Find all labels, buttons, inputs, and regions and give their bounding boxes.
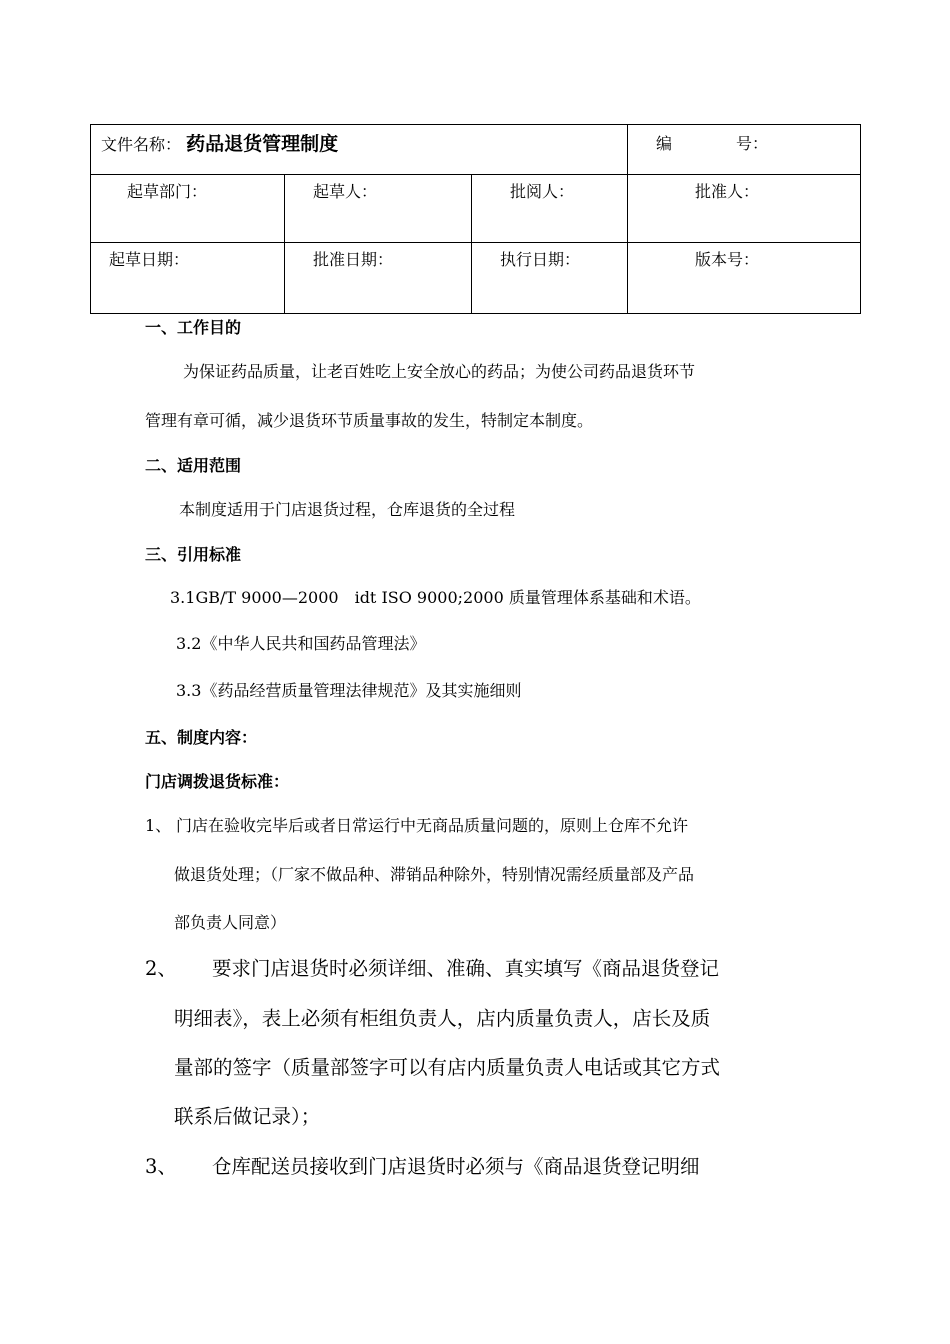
doc-name-title: 药品退货管理制度 — [186, 133, 339, 155]
drafter-cell — [285, 175, 472, 243]
section-1-title: 一、工作目的 — [145, 318, 242, 337]
item-2-line-4: 联系后做记录）； — [174, 1105, 321, 1128]
item-2-line-1: 要求门店退货时必须详细、准确、真实填写《商品退货登记 — [212, 957, 720, 980]
section-3-item-1: 3.1GB/T 9000—2000 idt ISO 9000;2000 质量管理体系基础和术语。 — [170, 588, 701, 607]
draft-dept-cell — [91, 175, 285, 243]
doc-name-cell — [91, 125, 628, 175]
reviewer-label: 批阅人： — [510, 182, 575, 201]
section-5-title: 五、制度内容： — [145, 728, 258, 747]
approve-date-label: 批准日期： — [313, 250, 394, 269]
draft-dept-label: 起草部门： — [127, 182, 208, 201]
approver-label: 批准人： — [695, 182, 760, 201]
draft-date-cell — [91, 243, 285, 314]
item-2-number: 2、 — [145, 957, 177, 980]
exec-date-cell — [472, 243, 628, 314]
approve-date-cell — [285, 243, 472, 314]
item-2-line-3: 量部的签字（质量部签字可以有店内质量负责人电话或其它方式 — [174, 1056, 721, 1079]
exec-date-label: 执行日期： — [500, 250, 581, 269]
section-2-para: 本制度适用于门店退货过程，仓库退货的全过程 — [179, 500, 516, 519]
section-2-title: 二、适用范围 — [145, 456, 242, 475]
version-cell — [628, 243, 861, 314]
approver-cell — [628, 175, 861, 243]
drafter-label: 起草人： — [313, 182, 378, 201]
section-1-para-line-2: 管理有章可循，减少退货环节质量事故的发生，特制定本制度。 — [145, 411, 594, 430]
item-2-line-2: 明细表》，表上必须有柜组负责人，店内质量负责人，店长及质 — [174, 1007, 711, 1030]
document-header-table — [90, 124, 861, 314]
doc-number-label: 编 号： — [656, 134, 769, 153]
item-1-line-3: 部负责人同意） — [174, 913, 287, 932]
draft-date-label: 起草日期： — [109, 250, 190, 269]
section-1-para-line-1: 为保证药品质量，让老百姓吃上安全放心的药品；为使公司药品退货环节 — [183, 362, 696, 381]
item-3-line-1: 仓库配送员接收到门店退货时必须与《商品退货登记明细 — [212, 1155, 700, 1178]
item-3-number: 3、 — [145, 1155, 177, 1178]
doc-number-cell — [628, 125, 861, 175]
item-1-number: 1、 — [145, 816, 172, 835]
doc-name-label: 文件名称： — [101, 135, 182, 154]
item-1-line-2: 做退货处理；（厂家不做品种、滞销品种除外，特别情况需经质量部及产品 — [174, 865, 695, 884]
item-1-line-1: 门店在验收完毕后或者日常运行中无商品质量问题的，原则上仓库不允许 — [176, 816, 689, 835]
subsection-title: 门店调拨退货标准： — [145, 772, 290, 791]
version-label: 版本号： — [695, 250, 760, 269]
section-3-title: 三、引用标准 — [145, 545, 242, 564]
reviewer-cell — [472, 175, 628, 243]
section-3-item-2: 3.2《中华人民共和国药品管理法》 — [176, 634, 426, 653]
section-3-item-3: 3.3《药品经营质量管理法律规范》及其实施细则 — [176, 681, 522, 700]
